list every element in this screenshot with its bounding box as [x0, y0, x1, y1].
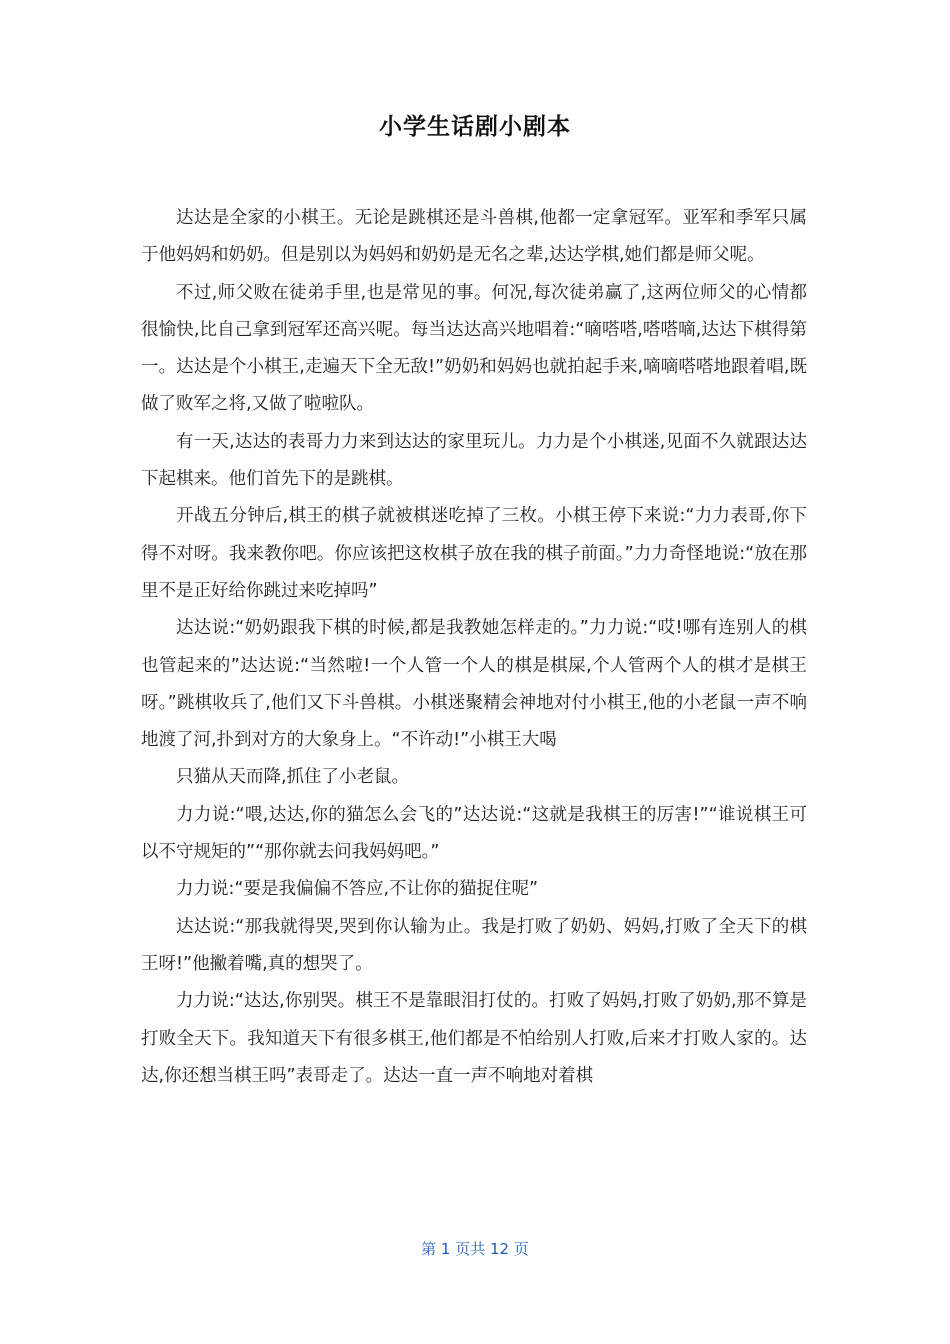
document-body [141, 200, 807, 1095]
document-title: 小学生话剧小剧本 [379, 114, 571, 140]
paragraph-6: 只猫从天而降,抓住了小老鼠。 [176, 767, 410, 788]
paragraph-1: 达达是全家的小棋王。无论是跳棋还是斗兽棋,他都一定拿冠军。亚军和季军只属于他妈妈和奶奶。但是别以为妈妈和奶奶是无名之辈,达达学棋,她们都是师父呢。 [141, 208, 807, 266]
paragraph-9: 达达说:“那我就得哭,哭到你认输为止。我是打败了奶奶、妈妈,打败了全天下的棋王呀!”他撇着嘴,真的想哭了。 [141, 916, 807, 974]
page-number-footer: 第 1 页共 12 页 [421, 1240, 529, 1258]
paragraph-2: 不过,师父败在徒弟手里,也是常见的事。何况,每次徒弟赢了,这两位师父的心情都很愉快,比自己拿到冠军还高兴呢。每当达达高兴地唱着:“嘀嗒嗒,嗒嗒嘀,达达下棋得第一。达达是个小棋王,走遍天下全无敌!”奶奶和妈妈也就拍起手来,嘀嘀嗒嗒地跟着唱,既做了败军之将,又做了啦啦队。 [141, 282, 807, 415]
paragraph-5: 达达说:“奶奶跟我下棋的时候,都是我教她怎样走的。”力力说:“哎!哪有连别人的棋也管起来的”达达说:“当然啦!一个人管一个人的棋是棋屎,个人管两个人的棋才是棋王呀。”跳棋收兵了,他们又下斗兽棋。小棋迷聚精会神地对付小棋王,他的小老鼠一声不响地渡了河,扑到对方的大象身上。“不许动!”小棋王大喝 [141, 618, 807, 751]
paragraph-8: 力力说:“要是我偏偏不答应,不让你的猫捉住呢” [176, 879, 539, 900]
paragraph-4: 开战五分钟后,棋王的棋子就被棋迷吃掉了三枚。小棋王停下来说:“力力表哥,你下得不对呀。我来教你吧。你应该把这枚棋子放在我的棋子前面。”力力奇怪地说:“放在那里不是正好给你跳过来吃掉吗” [141, 506, 807, 601]
paragraph-10: 力力说:“达达,你别哭。棋王不是靠眼泪打仗的。打败了妈妈,打败了奶奶,那不算是打败全天下。我知道天下有很多棋王,他们都是不怕给别人打败,后来才打败人家的。达达,你还想当棋王吗”表哥走了。达达一直一声不响地对着棋 [141, 991, 807, 1086]
paragraph-3: 有一天,达达的表哥力力来到达达的家里玩儿。力力是个小棋迷,见面不久就跟达达下起棋来。他们首先下的是跳棋。 [141, 431, 807, 490]
paragraph-7: 力力说:“喂,达达,你的猫怎么会飞的”达达说:“这就是我棋王的厉害!”“谁说棋王可以不守规矩的”“那你就去问我妈妈吧。” [141, 804, 807, 863]
